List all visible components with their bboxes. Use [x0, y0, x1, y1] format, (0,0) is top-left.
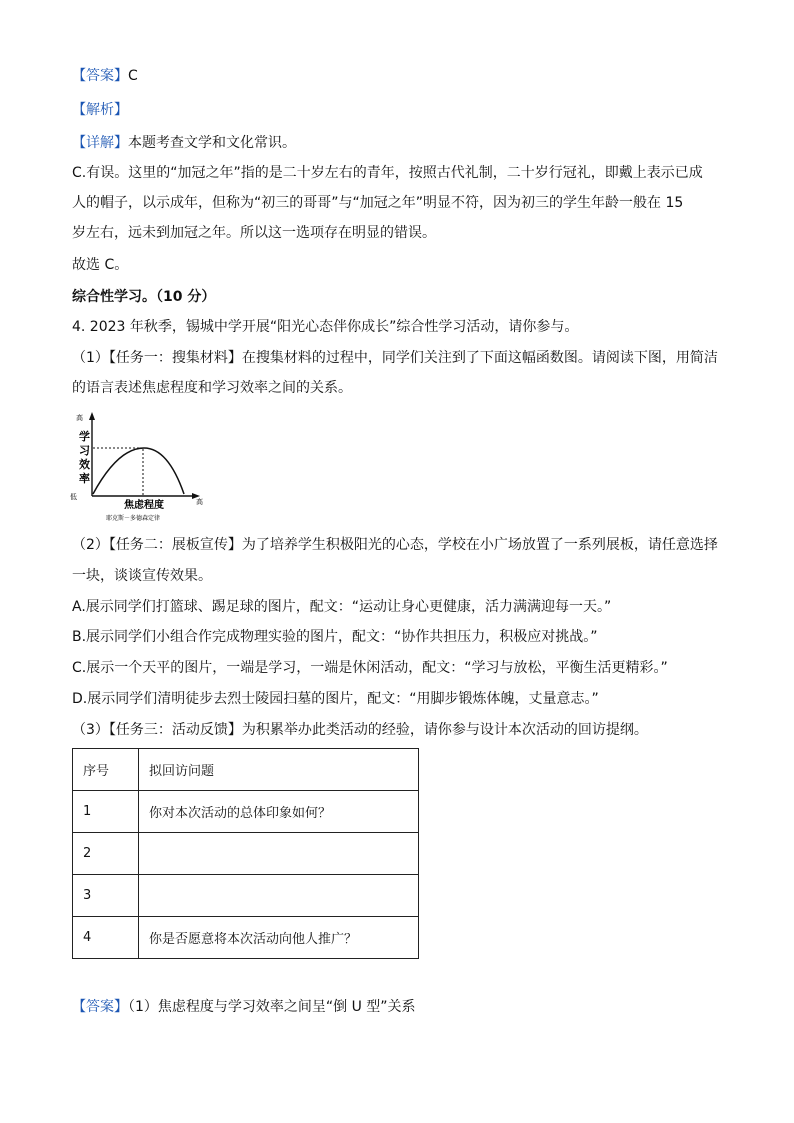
- answer-tag: 【答案】: [72, 999, 128, 1015]
- header-cell-question: 拟回访问题: [139, 749, 419, 791]
- task2-line-2: 一块，谈谈宣传效果。: [72, 568, 212, 584]
- inverted-u-curve: [93, 448, 184, 494]
- explanation-line-1: C.有误。这里的“加冠之年”指的是二十岁左右的青年，按照古代礼制，二十岁行冠礼，即戴上表示已成: [72, 165, 703, 181]
- y-label-char-2: 习: [79, 444, 90, 457]
- table-cell-question: [139, 875, 419, 917]
- table-cell-number: 3: [73, 875, 139, 917]
- analysis-tag: 【解析】: [72, 102, 128, 118]
- detail-tag: 【详解】: [72, 135, 128, 151]
- chart-caption: 耶克斯－多德森定律: [106, 515, 161, 522]
- y-label-char-1: 学: [79, 430, 90, 443]
- table-header-row: [73, 749, 419, 791]
- y-label-char-4: 率: [79, 472, 90, 485]
- anxiety-efficiency-chart: [62, 408, 212, 524]
- y-high-label: 高: [76, 414, 83, 422]
- table-cell-question: 你对本次活动的总体印象如何？: [139, 791, 419, 833]
- table-cell-number: 2: [73, 833, 139, 875]
- task3-line: （3）【任务三：活动反馈】为积累举办此类活动的经验，请你参与设计本次活动的回访提纲。: [72, 722, 648, 738]
- option-c: C.展示一个天平的图片，一端是学习，一端是休闲活动，配文：“学习与放松，平衡生活更精彩。”: [72, 660, 668, 676]
- answer-tag: 【答案】: [72, 68, 128, 84]
- y-label-char-3: 效: [79, 458, 90, 471]
- answer-line-2: [72, 997, 722, 1017]
- explanation-line-3: 岁左右，远未到加冠之年。所以这一选项存在明显的错误。: [72, 225, 436, 241]
- header-cell-number: 序号: [73, 749, 139, 791]
- answer-line-1: [72, 66, 722, 86]
- y-axis-arrow: [89, 412, 95, 420]
- question-4-intro: 4. 2023 年秋季，锡城中学开展“阳光心态伴你成长”综合性学习活动，请你参与。: [72, 319, 579, 335]
- table-row: [73, 833, 419, 875]
- detail-line: [72, 133, 722, 153]
- table-cell-question: [139, 833, 419, 875]
- task2-line-1: （2）【任务二：展板宣传】为了培养学生积极阳光的心态，学校在小广场放置了一系列展板，请任意选择: [72, 537, 718, 553]
- x-axis-label: 焦虑程度: [124, 500, 164, 511]
- section-title: 综合性学习。（10 分）: [72, 289, 216, 305]
- option-a: A.展示同学们打篮球、踢足球的图片，配文：“运动让身心更健康，活力满满迎每一天。”: [72, 599, 612, 615]
- explanation-line-2: 人的帽子，以示成年，但称为“初三的哥哥”与“加冠之年”明显不符，因为初三的学生年龄一般在 15: [72, 195, 684, 211]
- answer-text: （1）焦虑程度与学习效率之间呈“倒 U 型”关系: [128, 999, 416, 1015]
- table-row: [73, 791, 419, 833]
- option-d: D.展示同学们清明徒步去烈士陵园扫墓的图片，配文：“用脚步锻炼体魄，丈量意志。”: [72, 691, 599, 707]
- table-row: [73, 917, 419, 959]
- detail-text: 本题考查文学和文化常识。: [128, 135, 296, 151]
- task1-line-1: （1）【任务一：搜集材料】在搜集材料的过程中，同学们关注到了下面这幅函数图。请阅读下图，用简洁: [72, 350, 718, 366]
- x-high-label: 高: [196, 498, 203, 506]
- table-row: [73, 875, 419, 917]
- table-cell-question: 你是否愿意将本次活动向他人推广？: [139, 917, 419, 959]
- task1-line-2: 的语言表述焦虑程度和学习效率之间的关系。: [72, 380, 352, 396]
- x-low-label: 低: [70, 493, 77, 501]
- table-cell-number: 4: [73, 917, 139, 959]
- conclusion: 故选 C。: [72, 257, 129, 273]
- option-b: B.展示同学们小组合作完成物理实验的图片，配文：“协作共担压力，积极应对挑战。”: [72, 629, 598, 645]
- table-cell-number: 1: [73, 791, 139, 833]
- feedback-table: [72, 748, 419, 959]
- answer-text: C: [128, 68, 138, 84]
